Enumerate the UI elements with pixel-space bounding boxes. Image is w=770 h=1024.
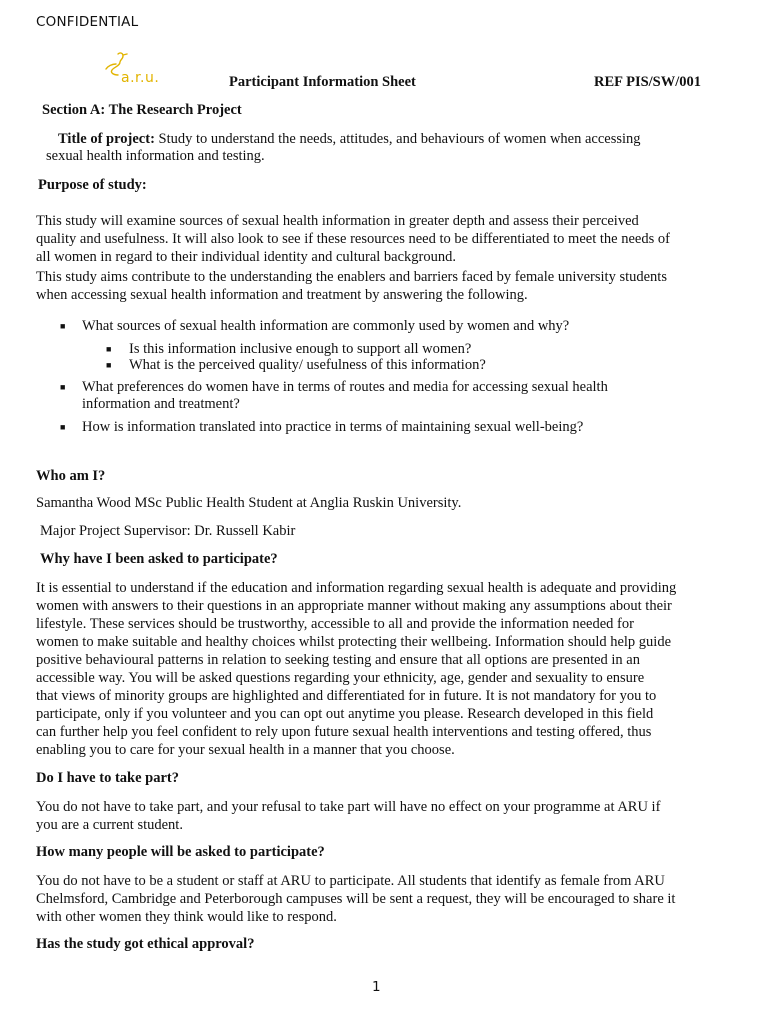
list-item-continuation: information and treatment? <box>82 396 240 412</box>
purpose-heading: Purpose of study: <box>38 177 147 193</box>
paragraph-line: This study aims contribute to the understanding the enablers and barriers faced by female university students <box>36 269 667 285</box>
take-part-heading: Do I have to take part? <box>36 770 179 786</box>
who-heading: Who am I? <box>36 468 106 484</box>
project-title-line <box>58 131 641 149</box>
list-item: Is this information inclusive enough to support all women? <box>129 341 472 357</box>
paragraph-line: that views of minority groups are highlighted and differentiated for in future. It is not mandatory for you to <box>36 688 657 704</box>
purpose-paragraph-2 <box>36 268 726 304</box>
paragraph-line: women to make suitable and healthy choices whilst protecting their wellbeing. Information should help guide <box>36 634 672 650</box>
project-title-label: Title of project: <box>58 131 155 147</box>
bullet-icon: ■ <box>60 422 66 432</box>
paragraph-line: Chelmsford, Cambridge and Peterborough campuses will be sent a request, they will be encouraged to share it <box>36 891 676 907</box>
bullet-icon: ■ <box>106 344 112 354</box>
logo-text: a.r.u. <box>121 70 160 86</box>
list-item: How is information translated into practice in terms of maintaining sexual well-being? <box>82 419 584 435</box>
paragraph-line: can further help you feel confident to rely upon future sexual health interventions and testing offered, thus <box>36 724 652 740</box>
paragraph-line: accessible way. You will be asked questions regarding your ethnicity, age, gender and sexuality to ensure <box>36 670 645 686</box>
bullet-icon: ■ <box>106 360 112 370</box>
paragraph-line: with other women they think would like to respond. <box>36 909 337 925</box>
paragraph-line: women with answers to their questions in an appropriate manner without making any assumptions about their <box>36 598 672 614</box>
bullet-icon: ■ <box>60 382 66 392</box>
paragraph-line: You do not have to be a student or staff at ARU to participate. All students that identify as female from ARU <box>36 873 665 889</box>
document-reference: REF PIS/SW/001 <box>594 74 702 90</box>
bullet-icon: ■ <box>60 321 66 331</box>
section-a-heading: Section A: The Research Project <box>42 102 242 118</box>
paragraph-line: You do not have to take part, and your refusal to take part will have no effect on your programme at ARU if <box>36 799 661 815</box>
paragraph-line: all women in regard to their individual identity and cultural background. <box>36 249 456 265</box>
how-many-paragraph <box>36 872 726 926</box>
paragraph-line: enabling you to care for your sexual health in a manner that you choose. <box>36 742 455 758</box>
paragraph-line: positive behavioural patterns in relation to seeking testing and ensure that all options are presented in an <box>36 652 640 668</box>
document-title: Participant Information Sheet <box>229 74 416 90</box>
paragraph-line: lifestyle. These services should be trustworthy, accessible to all and provide the information needed for <box>36 616 634 632</box>
list-item: What preferences do women have in terms of routes and media for accessing sexual health <box>82 379 608 395</box>
paragraph-line: This study will examine sources of sexual health information in greater depth and assess their perceived <box>36 213 639 229</box>
take-part-paragraph <box>36 798 726 834</box>
paragraph-line: participate, only if you volunteer and you can opt out anytime you please. Research developed in this field <box>36 706 654 722</box>
project-title-text-1: Study to understand the needs, attitudes, and behaviours of women when accessing <box>154 131 641 147</box>
ethics-heading: Has the study got ethical approval? <box>36 936 255 952</box>
page-number: 1 <box>372 979 381 995</box>
paragraph-line: It is essential to understand if the education and information regarding sexual health is adequate and providing <box>36 580 677 596</box>
supervisor-line: Major Project Supervisor: Dr. Russell Kabir <box>40 523 296 539</box>
confidential-label: CONFIDENTIAL <box>36 14 139 30</box>
purpose-paragraph-1 <box>36 212 726 266</box>
author-line: Samantha Wood MSc Public Health Student at Anglia Ruskin University. <box>36 495 462 511</box>
paragraph-line: you are a current student. <box>36 817 183 833</box>
how-many-heading: How many people will be asked to participate? <box>36 844 325 860</box>
list-item: What is the perceived quality/ usefulness of this information? <box>129 357 486 373</box>
paragraph-line: when accessing sexual health information and treatment by answering the following. <box>36 287 528 303</box>
why-heading: Why have I been asked to participate? <box>40 551 278 567</box>
list-item: What sources of sexual health information are commonly used by women and why? <box>82 318 570 334</box>
why-paragraph <box>36 579 726 759</box>
paragraph-line: quality and usefulness. It will also look to see if these resources need to be differentiated to meet the needs of <box>36 231 670 247</box>
project-title-text-2: sexual health information and testing. <box>46 148 265 164</box>
